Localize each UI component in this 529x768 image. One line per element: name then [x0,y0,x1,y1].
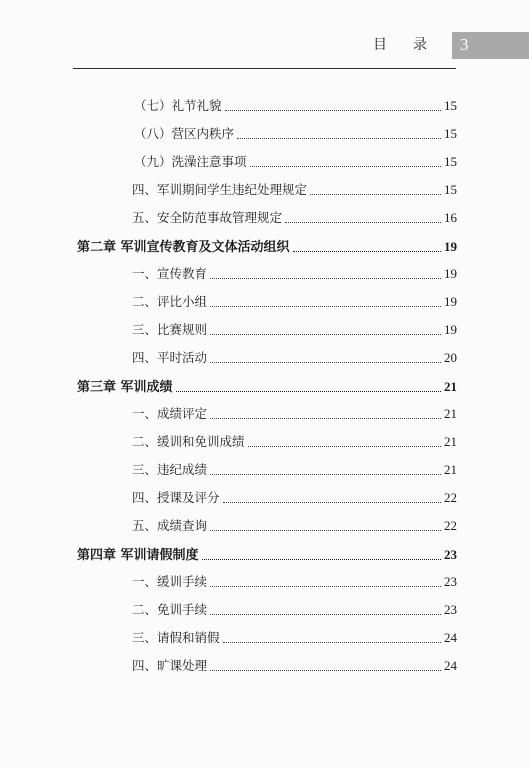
toc-entry[interactable] [132,600,457,618]
toc-leader-dots [210,669,441,671]
toc-entry[interactable] [132,264,457,282]
toc-entry[interactable] [134,96,457,114]
toc-chapter-entry[interactable] [77,376,457,395]
toc-entry-page: 21 [444,462,457,477]
header-title-left: 目 [373,37,389,53]
toc-entry[interactable] [134,152,457,170]
toc-chapter-label: 第二章 军训宣传教育及文体活动组织 [77,240,290,255]
toc-leader-dots [223,641,441,643]
toc-entry-label: 五、安全防范事故管理规定 [132,210,283,225]
toc-entry-page: 22 [444,490,457,505]
toc-entry[interactable] [132,404,457,422]
header-title-right: 录 [413,37,429,53]
toc-entry[interactable] [134,124,457,142]
toc-leader-dots [176,390,441,392]
toc-entry-label: 三、请假和销假 [132,630,220,645]
toc-chapter-entry[interactable] [77,544,457,563]
toc-entry-page: 15 [444,154,457,169]
toc-leader-dots [202,558,441,560]
toc-entry-page: 21 [444,406,457,421]
toc-entry-page: 15 [444,182,457,197]
toc-leader-dots [250,165,441,167]
toc-entry-page: 23 [444,602,457,617]
page-number: 3 [460,35,469,54]
toc-entry-label: 三、比赛规则 [132,322,208,337]
toc-leader-dots [210,277,441,279]
toc-leader-dots [210,585,441,587]
toc-entry-label: 二、缓训和免训成绩 [132,434,245,449]
toc-entry-page: 23 [444,574,457,589]
toc-chapter-label: 第四章 军训请假制度 [77,548,199,563]
toc-leader-dots [210,305,441,307]
toc-entry[interactable] [132,572,457,590]
toc-entry-label: 一、成绩评定 [132,406,208,421]
toc-chapter-page: 21 [444,379,457,394]
toc-entry-label: 四、授课及评分 [132,490,220,505]
toc-leader-dots [293,250,441,252]
toc-entry[interactable] [132,432,457,450]
toc-entry-page: 24 [444,658,457,673]
toc-entry[interactable] [132,628,457,646]
toc-entry-label: 二、免训手续 [132,602,208,617]
toc-entry-label: 一、宣传教育 [132,266,208,281]
page-header-title [373,34,429,54]
toc-entry[interactable] [132,656,457,674]
toc-entry[interactable] [132,208,457,226]
toc-entry[interactable] [132,292,457,310]
toc-entry-page: 19 [444,266,457,281]
page-number-tab [452,32,529,59]
header-divider [73,68,456,69]
toc-chapter-page: 19 [444,239,457,254]
toc-entry-label: （九）洗澡注意事项 [134,154,247,169]
toc-entry-page: 15 [444,126,457,141]
toc-entry-label: 三、违纪成绩 [132,462,208,477]
toc-entry[interactable] [132,460,457,478]
toc-entry[interactable] [132,180,457,198]
toc-entry[interactable] [132,320,457,338]
toc-entry-page: 24 [444,630,457,645]
toc-entry-label: （八）营区内秩序 [134,126,235,141]
toc-entry[interactable] [132,488,457,506]
toc-entry-page: 21 [444,434,457,449]
toc-leader-dots [210,529,441,531]
toc-chapter-label: 第三章 军训成绩 [77,380,173,395]
toc-entry-page: 19 [444,294,457,309]
toc-entry[interactable] [132,516,457,534]
toc-leader-dots [248,445,441,447]
toc-entry-label: 四、军训期间学生违纪处理规定 [132,182,308,197]
toc-leader-dots [210,361,441,363]
toc-leader-dots [310,193,441,195]
toc-entry-page: 15 [444,98,457,113]
toc-entry-label: 五、成绩查询 [132,518,208,533]
toc-leader-dots [210,333,441,335]
toc-chapter-entry[interactable] [77,236,457,255]
toc-leader-dots [210,613,441,615]
toc-entry-label: 一、缓训手续 [132,574,208,589]
toc-leader-dots [285,221,441,223]
toc-entry-page: 16 [444,210,457,225]
toc-leader-dots [210,473,441,475]
toc-entry-page: 22 [444,518,457,533]
toc-entry-label: 四、旷课处理 [132,658,208,673]
toc-chapter-page: 23 [444,547,457,562]
toc-leader-dots [223,501,441,503]
toc-entry-label: （七）礼节礼貌 [134,98,222,113]
toc-entry-label: 二、评比小组 [132,294,208,309]
toc-entry-label: 四、平时活动 [132,350,208,365]
toc-leader-dots [225,109,441,111]
toc-entry-page: 19 [444,322,457,337]
toc-entry[interactable] [132,348,457,366]
toc-entry-page: 20 [444,350,457,365]
toc-leader-dots [237,137,441,139]
toc-leader-dots [210,417,441,419]
